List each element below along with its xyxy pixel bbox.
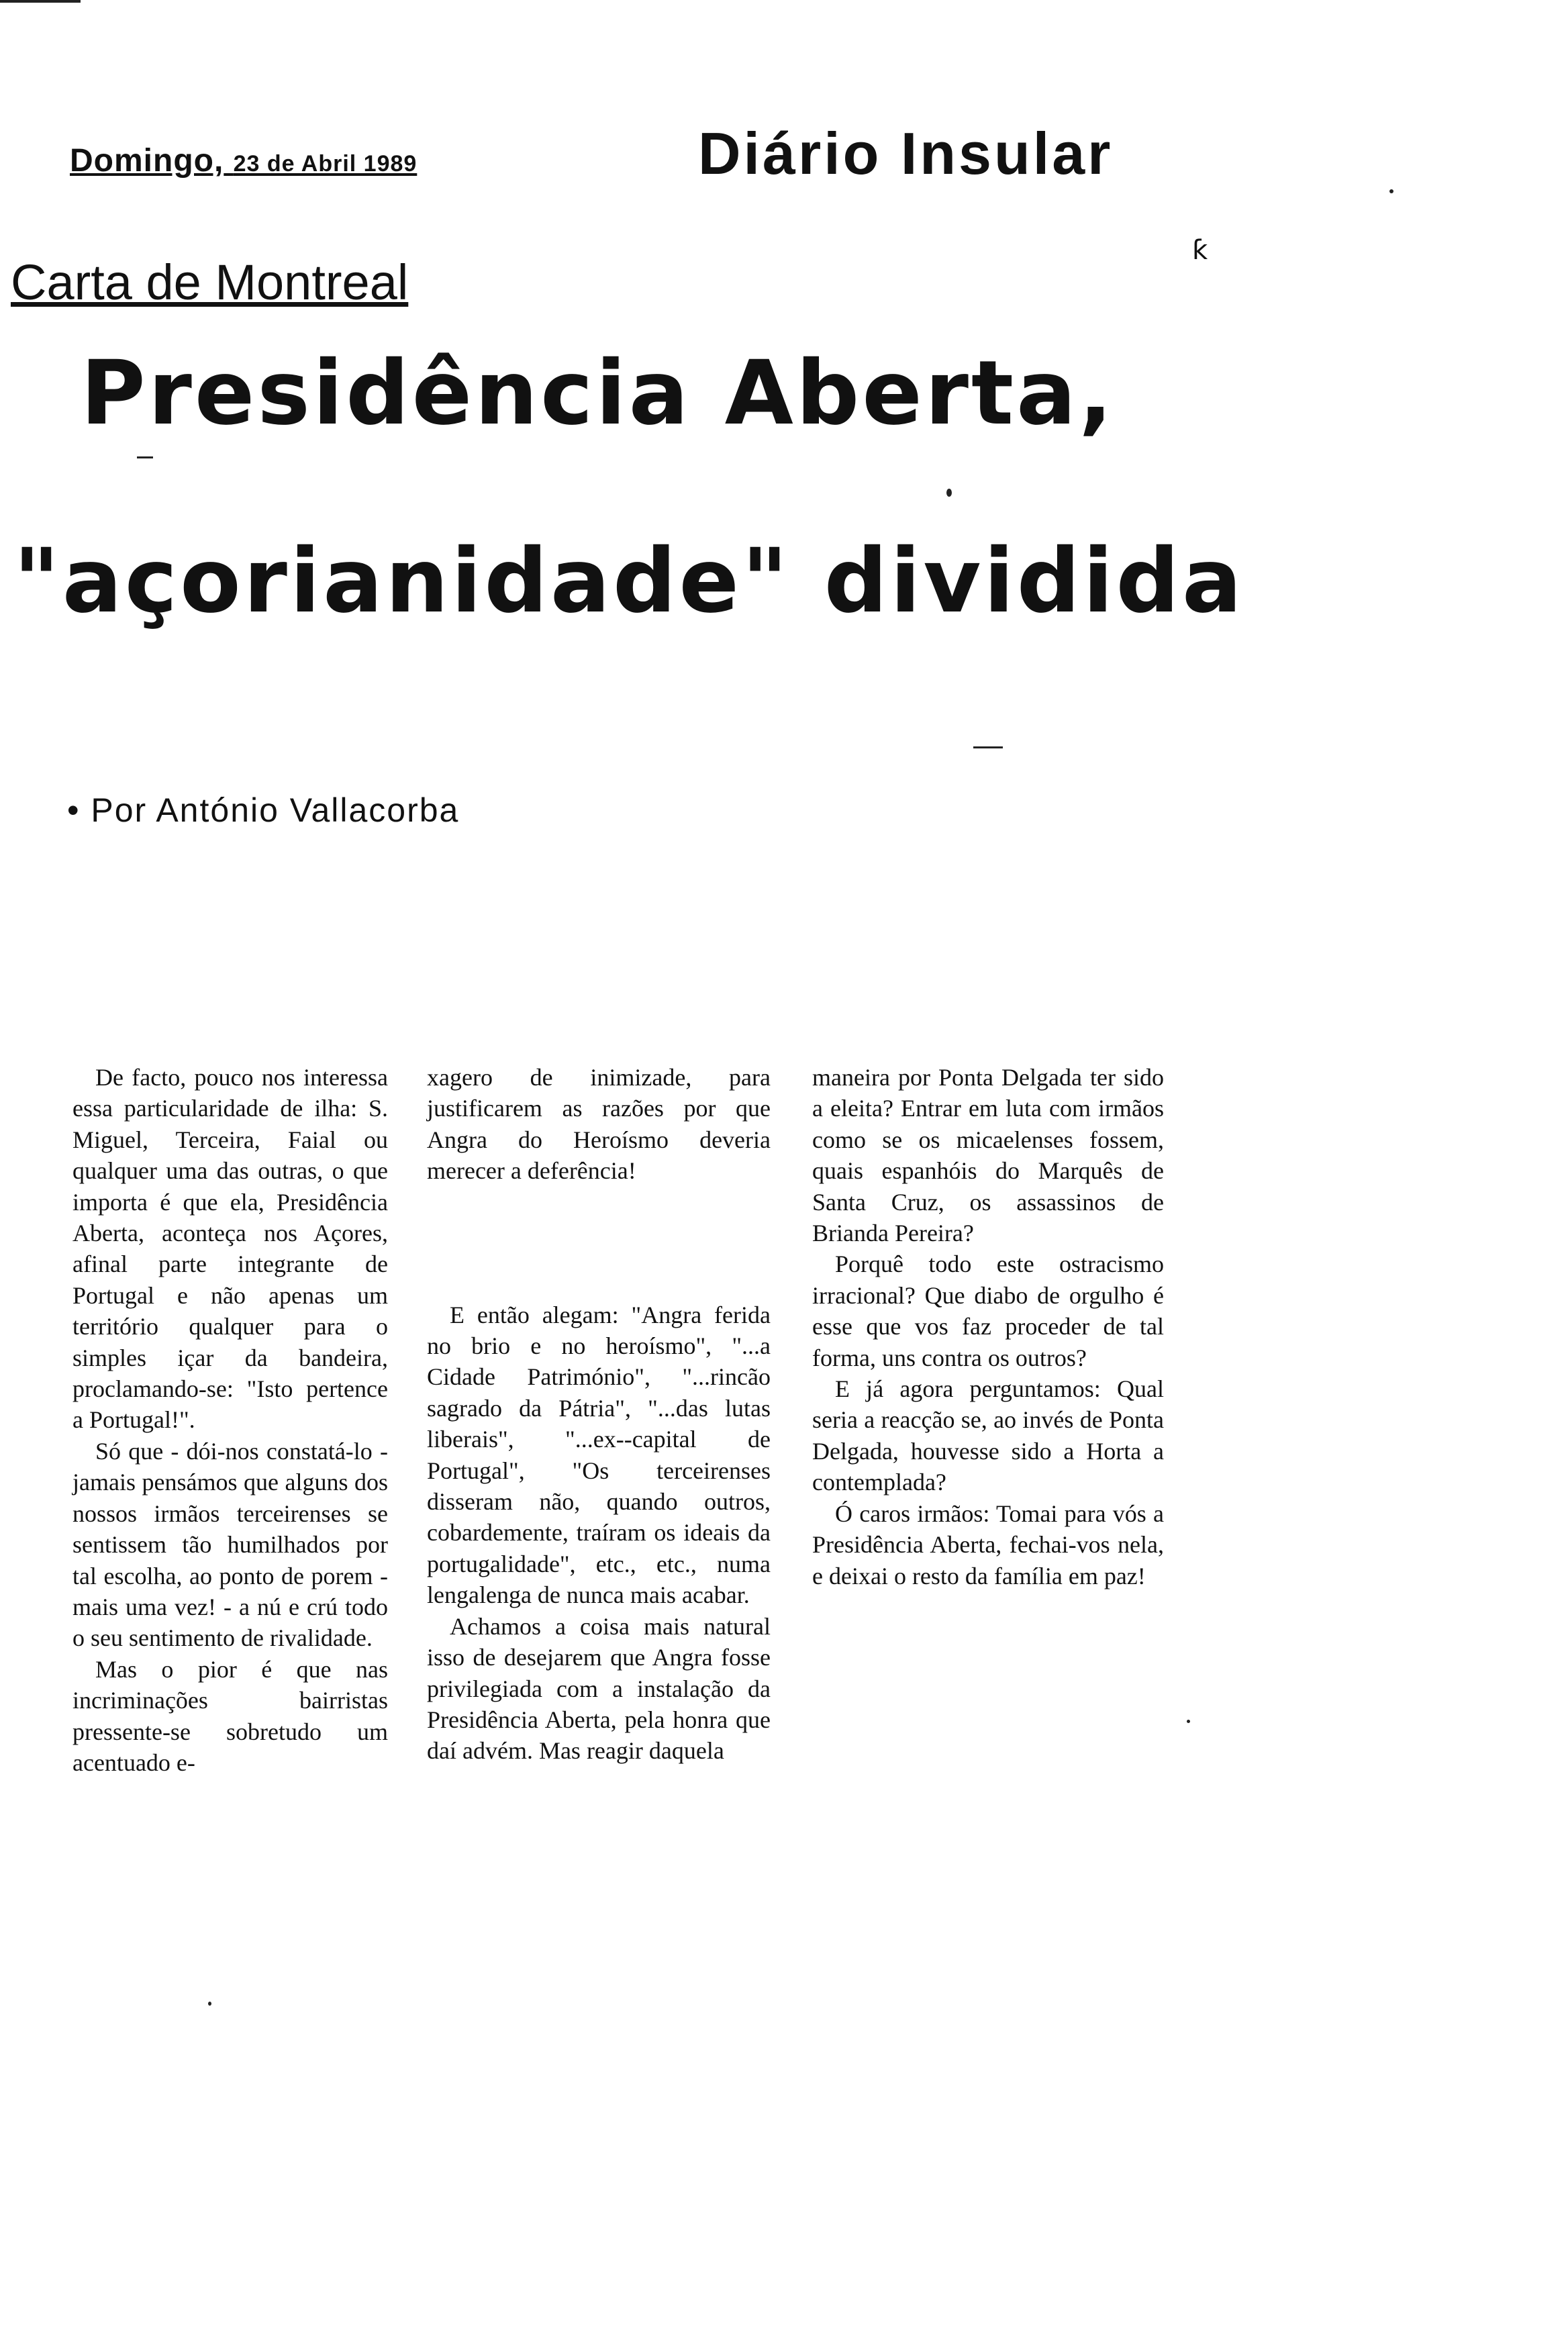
scan-speck	[1187, 1720, 1190, 1723]
paragraph: Ó caros irmãos: Tomai para vós a Presidência Aberta, fechai-vos nela, e deixai o resto da família em paz!	[812, 1500, 1164, 1589]
paragraph: Só que - dói-nos constatá-lo - jamais pensámos que alguns dos nossos irmãos terceirenses se sentissem tão humilhados por tal escolha, ao ponto de porem - mais uma vez! - a nú e crú todo o seu sentimento de rivalidade.	[72, 1437, 388, 1652]
headline-line-1: Presidência Aberta,	[81, 342, 1116, 445]
byline: • Por António Vallacorba	[67, 791, 460, 829]
paragraph: Porquê todo este ostracismo irracional? Que diabo de orgulho é esse que vos faz proceder de tal forma, uns contra os outros?	[812, 1251, 1164, 1371]
article-column-3	[812, 1062, 1164, 1591]
scan-speck	[973, 746, 1003, 748]
scan-speck	[1389, 189, 1393, 193]
paragraph: E então alegam: "Angra ferida no brio e no heroísmo", "...a Cidade Património", "...rincão sagrado da Pátria", "...das lutas liberais", "...ex--capital de Portugal", "Os terceirenses disseram não, quando outros, cobardemente, traíram os ideais da portugalidade", etc., etc., numa lengalenga de nunca mais acabar.	[427, 1301, 771, 1609]
publication-date	[70, 142, 417, 179]
paragraph-continuation: maneira por Ponta Delgada ter sido a eleita? Entrar em luta com irmãos como se os micaelenses fossem, quais espanhóis do Marquês de Santa Cruz, os assassinos de Brianda Pereira?	[812, 1064, 1164, 1247]
section-kicker: Carta de Montreal	[11, 254, 409, 310]
paragraph: Achamos a coisa mais natural isso de desejarem que Angra fosse privilegiada com a instalação da Presidência Aberta, pela honra que daí advém. Mas reagir daquela	[427, 1612, 771, 1765]
scan-speck	[137, 456, 153, 458]
newspaper-masthead: Diário Insular	[698, 120, 1114, 187]
headline-line-2: "açorianidade" dividida	[13, 530, 1245, 633]
paragraph-continuation: xagero de inimizade, para justificarem as razões por que Angra do Heroísmo deveria merecer a deferência!	[427, 1064, 771, 1185]
paragraph: De facto, pouco nos interessa essa particularidade de ilha: S. Miguel, Terceira, Faial ou qualquer uma das outras, o que importa é que ela, Presidência Aberta, aconteça nos Açores, afinal parte integrante de Portugal e não apenas um território qualquer para o simples içar da bandeira, proclamando-se: "Isto pertence a Portugal!".	[72, 1064, 388, 1434]
date-rest: 23 de Abril 1989	[233, 151, 418, 177]
paragraph: Mas o pior é que nas incriminações bairristas pressente-se sobretudo um acentuado e-	[72, 1655, 388, 1776]
article-column-2	[427, 1062, 771, 1767]
article-column-1	[72, 1062, 388, 1778]
paragraph: E já agora perguntamos: Qual seria a reacção se, ao invés de Ponta Delgada, houvesse sido a Horta a contemplada?	[812, 1375, 1164, 1496]
scan-corner-mark	[0, 0, 81, 3]
scan-speck	[208, 2002, 211, 2006]
scan-speck	[946, 489, 952, 497]
handwritten-mark-icon: ƙ	[1192, 235, 1208, 266]
date-weekday: Domingo,	[70, 143, 224, 179]
